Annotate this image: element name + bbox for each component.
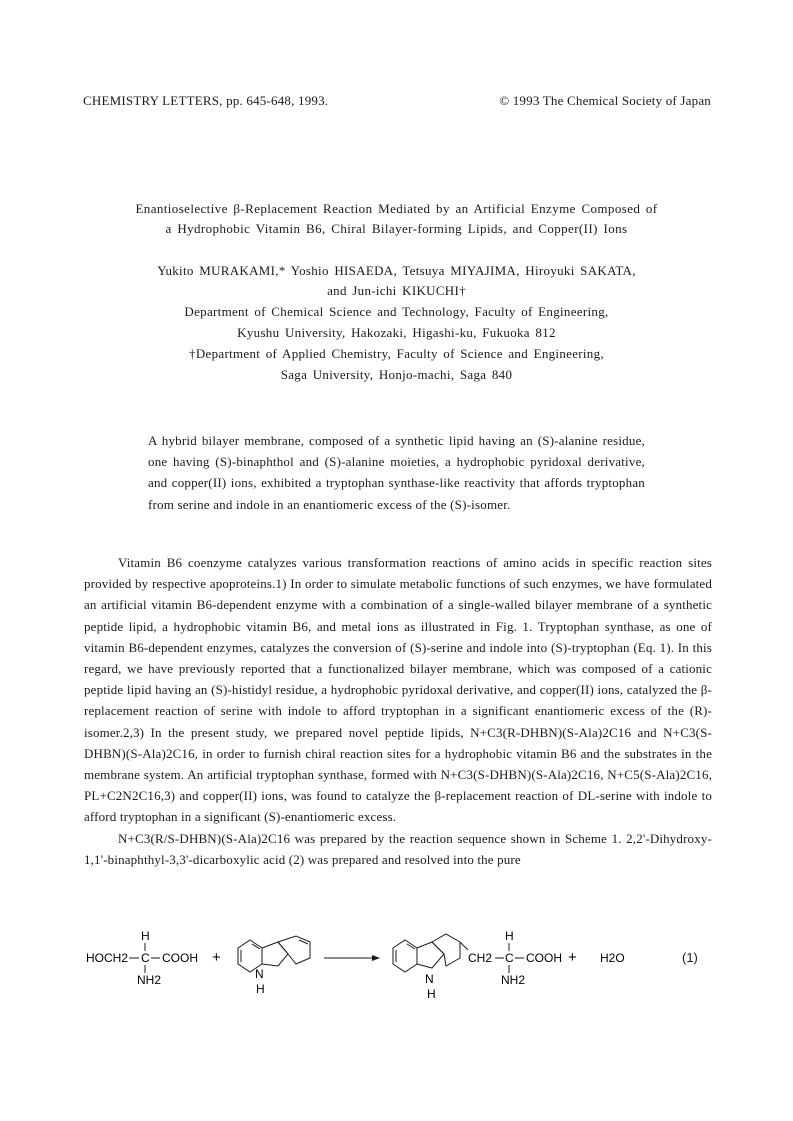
reaction-scheme-diagram	[84, 928, 712, 1018]
authors-line-1: Yukito MURAKAMI,* Yoshio HISAEDA, Tetsuya MIYAJIMA, Hiroyuki SAKATA,	[157, 263, 636, 278]
plus-sign-2: +	[568, 949, 577, 966]
tryptophan-nh2: NH2	[501, 973, 526, 987]
indole-structure	[238, 936, 310, 996]
serine-structure	[86, 929, 198, 987]
reaction-arrow	[324, 955, 380, 961]
abstract: A hybrid bilayer membrane, composed of a synthetic lipid having an (S)-alanine residue, one having (S)-binaphthol and (S)-alanine moieties, a hydrophobic pyridoxal derivative, and copper(II) ions, exhibited a tryptophan synthase-like reactivity that affords tryptophan from serine and indole in an enantiomeric excess of the (S)-isomer.	[148, 433, 645, 512]
tryptophan-h: H	[505, 929, 514, 943]
tryptophan-ch2: CH2	[468, 951, 493, 965]
water: H2O	[600, 951, 625, 965]
equation-number: (1)	[682, 950, 698, 965]
affiliation-line-1: Department of Chemical Science and Technology, Faculty of Engineering,	[184, 304, 609, 319]
tryptophan-structure	[393, 929, 562, 1001]
serine-c: C	[141, 951, 150, 965]
copyright-notice: © 1993 The Chemical Society of Japan	[499, 93, 711, 108]
affiliation-line-3: †Department of Applied Chemistry, Faculty of Science and Engineering,	[189, 346, 604, 361]
serine-hoch2: HOCH2	[86, 951, 129, 965]
serine-h: H	[141, 929, 150, 943]
tryptophan-nh: H	[427, 987, 436, 1001]
indole-h: H	[256, 982, 265, 996]
article-title-line-2: a Hydrophobic Vitamin B6, Chiral Bilayer-forming Lipids, and Copper(II) Ions	[165, 221, 628, 236]
journal-citation: CHEMISTRY LETTERS, pp. 645-648, 1993.	[83, 93, 329, 108]
serine-cooh: COOH	[162, 951, 198, 965]
tryptophan-n: N	[425, 972, 434, 986]
article-title-line-1: Enantioselective β-Replacement Reaction Mediated by an Artificial Enzyme Composed of	[135, 201, 658, 216]
main-text	[84, 552, 712, 870]
serine-nh2: NH2	[137, 973, 162, 987]
affiliation-line-2: Kyushu University, Hakozaki, Higashi-ku, Fukuoka 812	[237, 325, 556, 340]
plus-sign-1: +	[212, 949, 221, 966]
authors-line-2: and Jun-ichi KIKUCHI†	[327, 283, 466, 298]
tryptophan-c: C	[505, 951, 514, 965]
paragraph-1: Vitamin B6 coenzyme catalyzes various transformation reactions of amino acids in specific reaction sites provided by respective apoproteins.1) In order to simulate metabolic functions of such enzymes, we have formulated an artificial vitamin B6-dependent enzyme with a combination of a single-walled bilayer membrane of a synthetic peptide lipid, a hydrophobic vitamin B6, and metal ions as illustrated in Fig. 1. Tryptophan synthase, as one of vitamin B6-dependent enzymes, catalyzes the conversion of (S)-serine and indole into (S)-tryptophan (Eq. 1). In this regard, we have previously reported that a functionalized bilayer membrane, which was composed of a cationic peptide lipid having an (S)-histidyl residue, a hydrophobic pyridoxal derivative, and copper(II) ions, catalyzed the β-replacement reaction of serine with indole to afford tryptophan in a significant enantiomeric excess of the (R)-isomer.2,3) In the present study, we prepared novel peptide lipids, N+C3(R-DHBN)(S-Ala)2C16 and N+C3(S-DHBN)(S-Ala)2C16, in order to furnish chiral reaction sites for a hydrophobic vitamin B6 and the substrates in the membrane system. An artificial tryptophan synthase, formed with N+C3(S-DHBN)(S-Ala)2C16, N+C5(S-Ala)2C16, PL+C2N2C16,3) and copper(II) ions, was found to catalyze the β-replacement reaction of DL-serine with indole to afford tryptophan in a significant (S)-enantiomeric excess.	[84, 555, 712, 825]
paragraph-2: N+C3(R/S-DHBN)(S-Ala)2C16 was prepared by the reaction sequence shown in Scheme 1. 2,2'-Dihydroxy-1,1'-binaphthyl-3,3'-dicarboxylic acid (2) was prepared and resolved into the pure	[84, 830, 712, 867]
indole-n: N	[255, 967, 264, 981]
reaction-equation	[84, 928, 712, 1018]
tryptophan-cooh: COOH	[526, 951, 562, 965]
affiliation-line-4: Saga University, Honjo-machi, Saga 840	[280, 367, 513, 382]
